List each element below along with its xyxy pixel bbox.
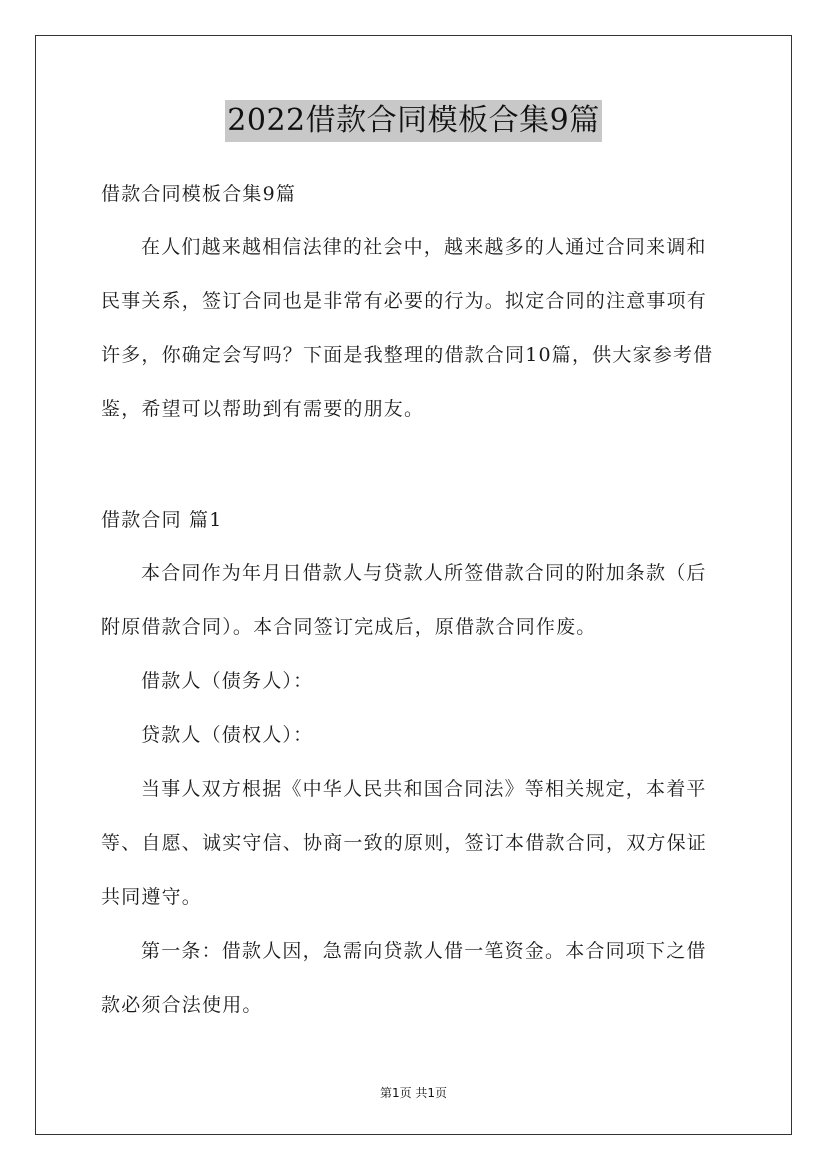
article-one-line-1: 第一条：借款人因，急需向贷款人借一笔资金。本合同项下之借 (141, 940, 707, 962)
lender-line: 贷款人（债权人）： (141, 724, 314, 746)
body-line-5: 当事人双方根据《中华人民共和国合同法》等相关规定，本着平 (141, 778, 707, 800)
body-line-2: 附原借款合同）。本合同签订完成后，原借款合同作废。 (101, 616, 597, 638)
document-title: 2022借款合同模板合集9篇 (225, 100, 601, 142)
body-line-7: 共同遵守。 (101, 886, 203, 908)
borrower-line: 借款人（债务人）： (141, 670, 314, 692)
intro-line-2: 民事关系，签订合同也是非常有必要的行为。拟定合同的注意事项有 (101, 290, 708, 312)
page-footer: 第1页 共1页 (379, 1086, 448, 1100)
article-one-line-2: 款必须合法使用。 (101, 994, 263, 1016)
body-line-1: 本合同作为年月日借款人与贷款人所签借款合同的附加条款（后 (141, 562, 707, 584)
intro-line-1: 在人们越来越相信法律的社会中，越来越多的人通过合同来调和 (141, 236, 707, 258)
intro-line-3: 许多，你确定会写吗？下面是我整理的借款合同10篇，供大家参考借 (101, 344, 714, 366)
title-container (0, 100, 827, 142)
document-subtitle: 借款合同模板合集9篇 (101, 183, 297, 205)
intro-line-4: 鉴，希望可以帮助到有需要的朋友。 (101, 398, 425, 420)
body-line-6: 等、自愿、诚实守信、协商一致的原则，签订本借款合同，双方保证 (101, 832, 708, 854)
section-heading: 借款合同 篇1 (101, 509, 223, 531)
